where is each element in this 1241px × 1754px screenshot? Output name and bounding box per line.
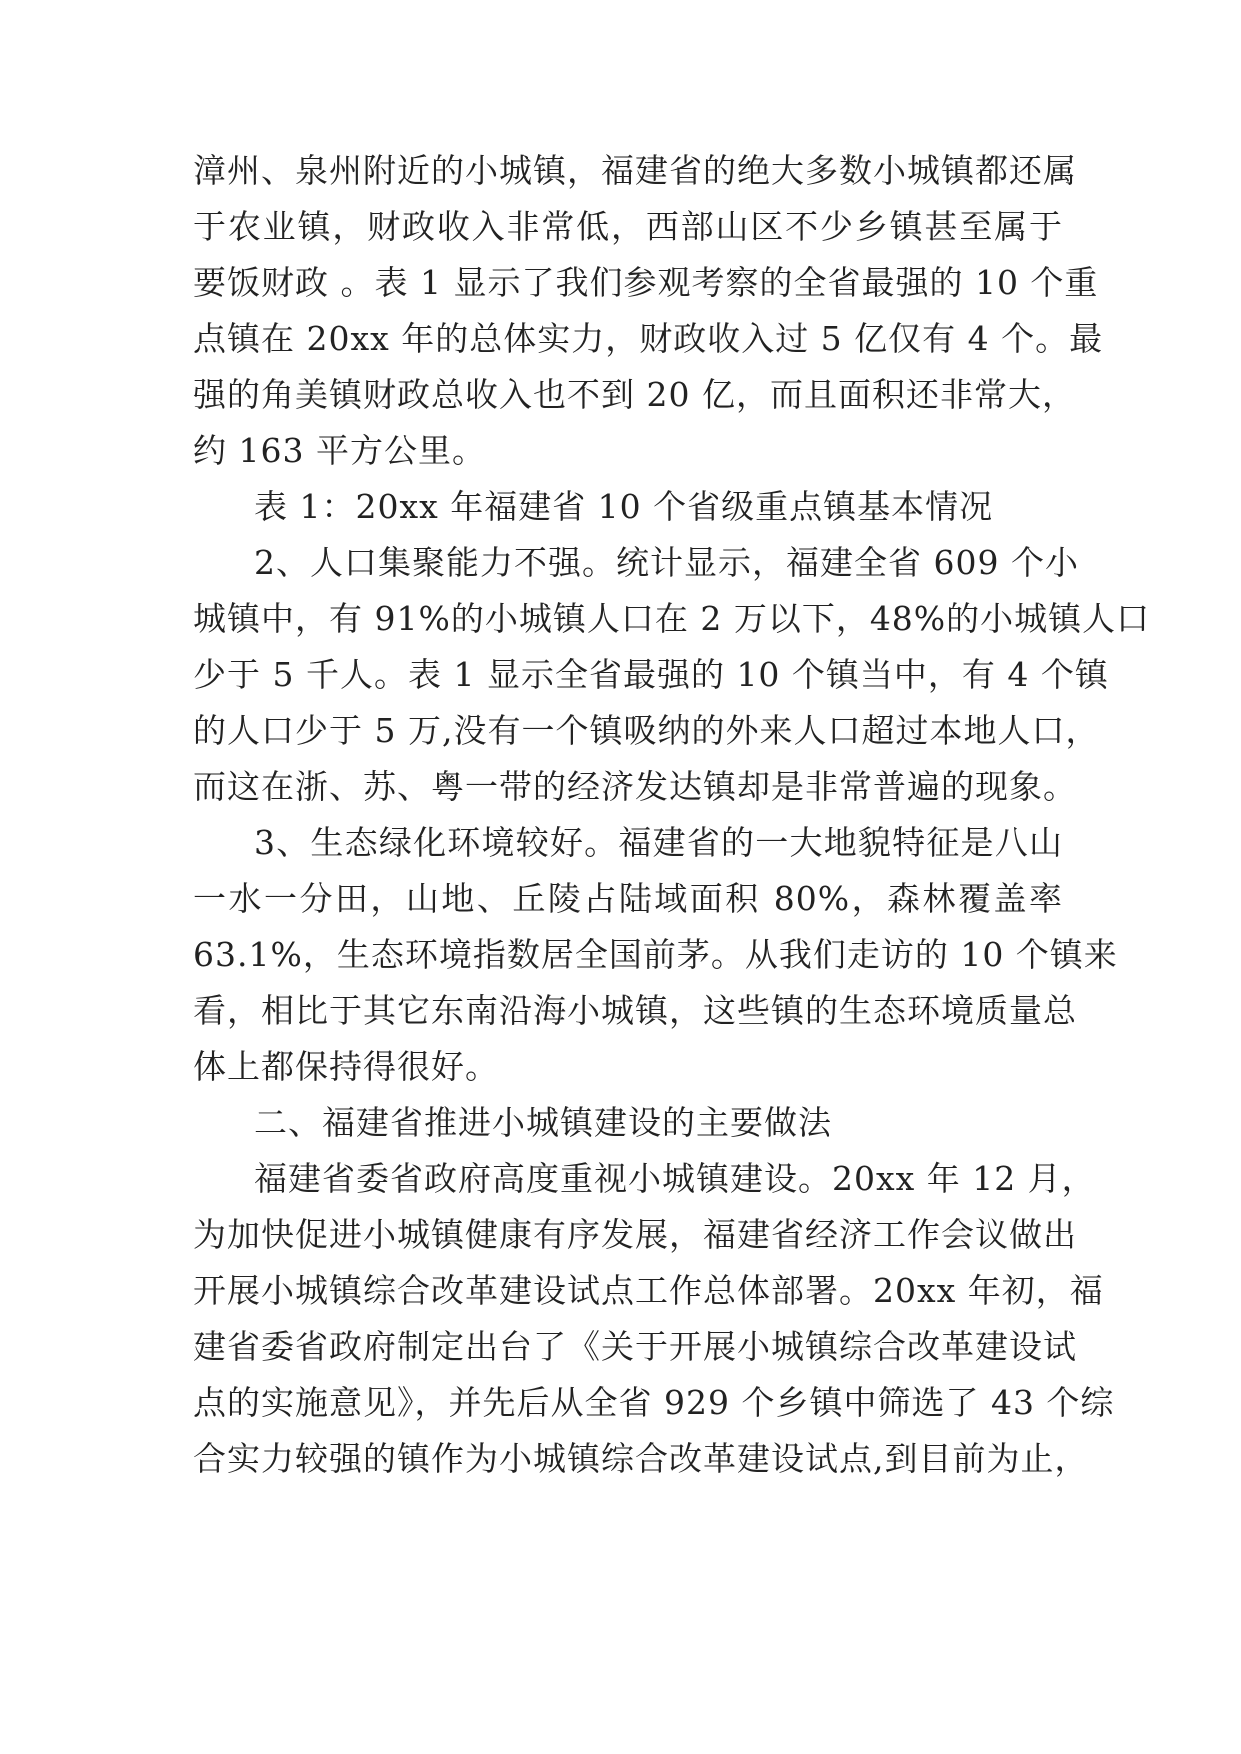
- paragraph-line: 体上都保持得很好。: [193, 1047, 499, 1086]
- section-heading: 二、福建省推进小城镇建设的主要做法: [254, 1103, 832, 1142]
- paragraph-line: 城镇中，有 91%的小城镇人口在 2 万以下，48%的小城镇人口: [193, 599, 1151, 638]
- paragraph-line: 福建省委省政府高度重视小城镇建设。20xx 年 12 月，: [254, 1159, 1096, 1198]
- paragraph-line: 于农业镇，财政收入非常低，西部山区不少乡镇甚至属于: [193, 207, 1063, 246]
- paragraph-line: 而这在浙、苏、粤一带的经济发达镇却是非常普遍的现象。: [193, 767, 1077, 806]
- paragraph-line: 漳州、泉州附近的小城镇，福建省的绝大多数小城镇都还属: [193, 151, 1077, 190]
- paragraph-line: 开展小城镇综合改革建设试点工作总体部署。20xx 年初，福: [193, 1271, 1104, 1310]
- paragraph-line: 强的角美镇财政总收入也不到 20 亿，而且面积还非常大，: [193, 375, 1076, 414]
- paragraph-line: 约 163 平方公里。: [193, 431, 486, 470]
- paragraph-line: 3、生态绿化环境较好。福建省的一大地貌特征是八山: [254, 823, 1063, 862]
- paragraph-line: 63.1%，生态环境指数居全国前茅。从我们走访的 10 个镇来: [193, 935, 1118, 974]
- paragraph-line: 一水一分田，山地、丘陵占陆域面积 80%，森林覆盖率: [193, 879, 1063, 918]
- paragraph-line: 要饭财政 。表 1 显示了我们参观考察的全省最强的 10 个重: [193, 263, 1099, 302]
- paragraph-line: 建省委省政府制定出台了《关于开展小城镇综合改革建设试: [193, 1327, 1077, 1366]
- paragraph-line: 为加快促进小城镇健康有序发展，福建省经济工作会议做出: [193, 1215, 1077, 1254]
- paragraph-line: 2、人口集聚能力不强。统计显示，福建全省 609 个小: [254, 543, 1079, 582]
- paragraph-line: 点的实施意见》，并先后从全省 929 个乡镇中筛选了 43 个综: [193, 1383, 1115, 1422]
- paragraph-line: 少于 5 千人。表 1 显示全省最强的 10 个镇当中，有 4 个镇: [193, 655, 1109, 694]
- paragraph-line: 看，相比于其它东南沿海小城镇，这些镇的生态环境质量总: [193, 991, 1077, 1030]
- table-caption: 表 1：20xx 年福建省 10 个省级重点镇基本情况: [254, 487, 994, 526]
- paragraph-line: 的人口少于 5 万,没有一个镇吸纳的外来人口超过本地人口，: [193, 711, 1100, 750]
- paragraph-line: 合实力较强的镇作为小城镇综合改革建设试点,到目前为止，: [193, 1439, 1089, 1478]
- paragraph-line: 点镇在 20xx 年的总体实力，财政收入过 5 亿仅有 4 个。最: [193, 319, 1104, 358]
